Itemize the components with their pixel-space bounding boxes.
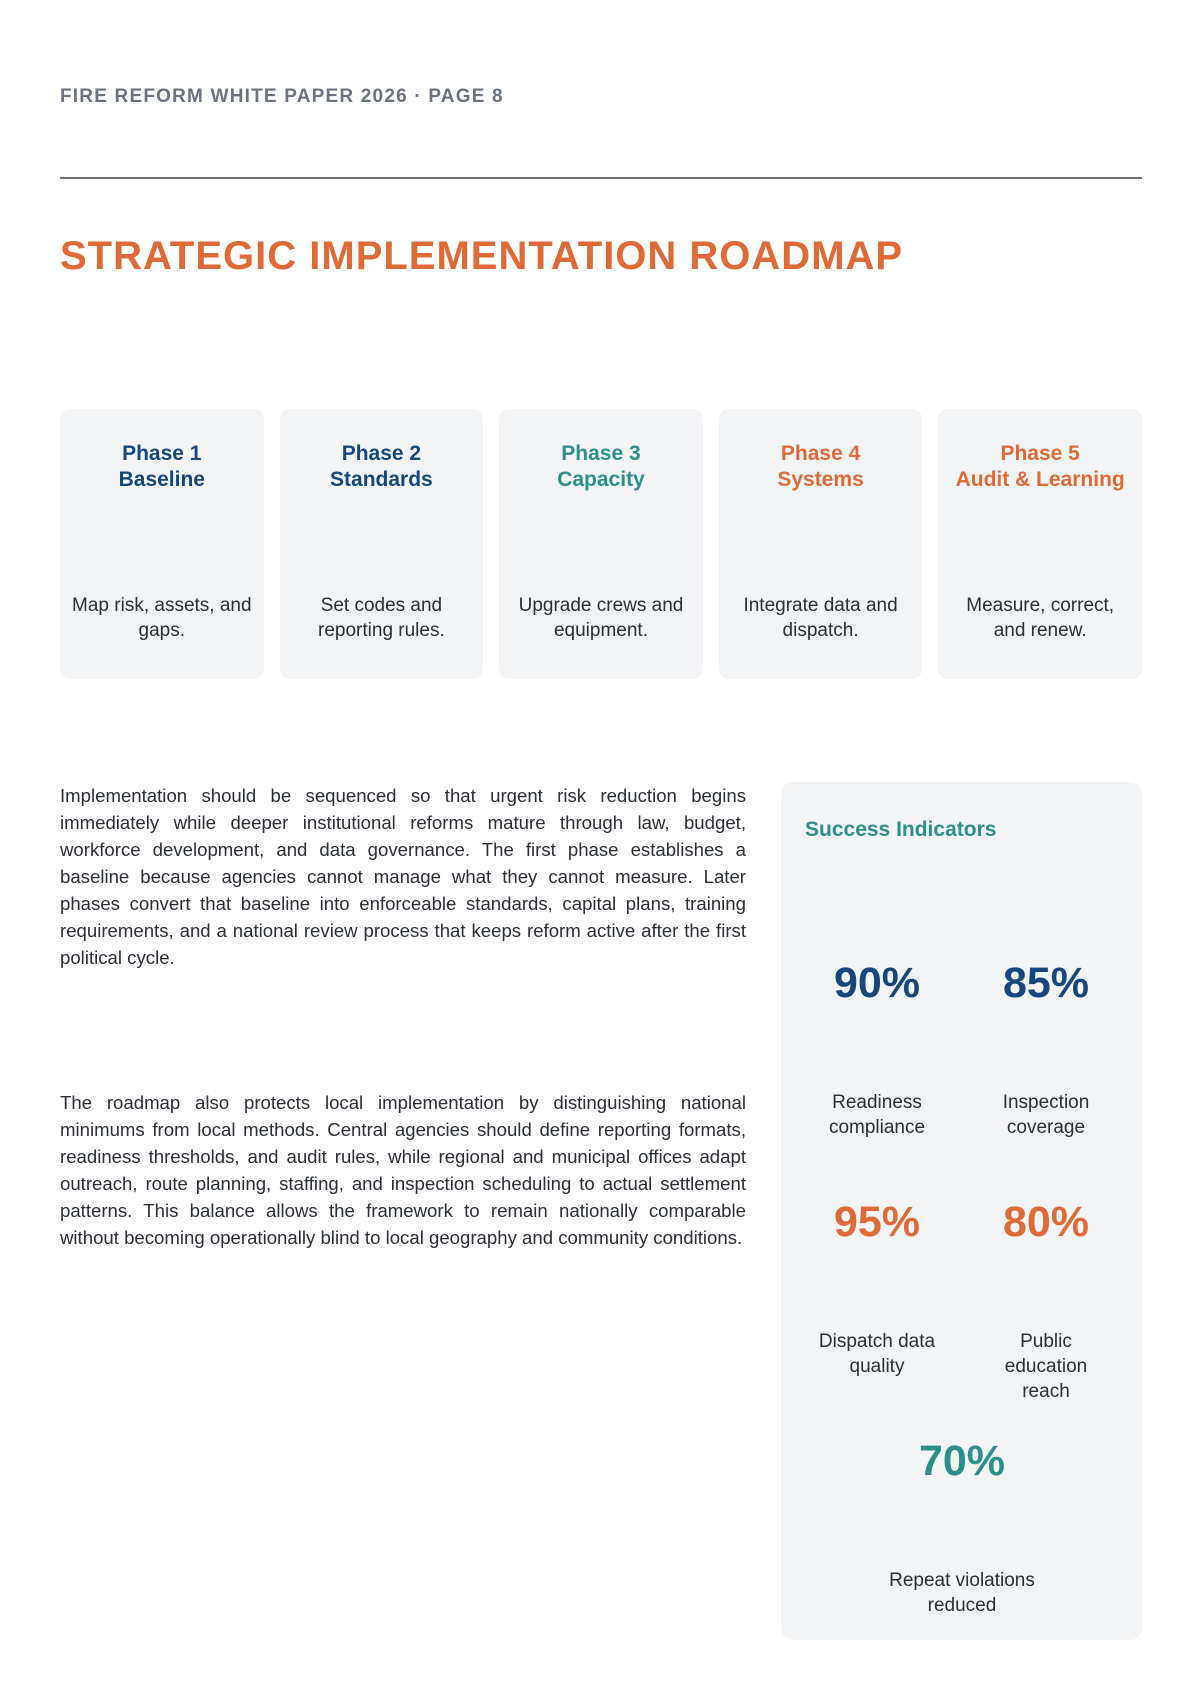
page-title: STRATEGIC IMPLEMENTATION ROADMAP xyxy=(60,234,904,278)
panel-title: Success Indicators xyxy=(805,818,997,841)
phase-description: Measure, correct, and renew. xyxy=(966,595,1115,641)
body-paragraph-1: Implementation should be sequenced so that urgent risk reduction begins immediately while deeper institutional reforms mature through law, budget, workforce development, and data governance. The first phase establishes a baseline because agencies cannot manage what they cannot measure. Later phases convert that baseline into enforceable standards, capital plans, training requirements, and a national review process that keeps reform active after the first political cycle. xyxy=(60,785,746,968)
phase-number: Phase 4 xyxy=(780,442,861,465)
indicator-label: Inspection coverage xyxy=(1002,1092,1090,1138)
phase-name: Capacity xyxy=(557,468,645,491)
indicator-label: Dispatch data quality xyxy=(818,1331,936,1377)
phase-name: Systems xyxy=(777,468,864,491)
phase-number: Phase 1 xyxy=(122,442,202,465)
indicator-value: 70% xyxy=(918,1437,1006,1485)
success-indicators-panel xyxy=(781,782,1142,1640)
indicator-value: 90% xyxy=(833,959,921,1007)
phase-description: Set codes and reporting rules. xyxy=(318,595,445,641)
indicator-label: Readiness compliance xyxy=(828,1092,926,1138)
roadmap-phases xyxy=(60,409,1142,679)
indicator-value: 85% xyxy=(1002,959,1090,1007)
body-paragraph-2: The roadmap also protects local implementation by distinguishing national minimums from local methods. Central agencies should define reporting formats, readiness thresholds, and audit rules, while regional and municipal offices adapt outreach, route planning, staffing, and inspection scheduling to actual settlement patterns. This balance allows the framework to remain nationally comparable without becoming operationally blind to local geography and community conditions. xyxy=(60,1092,746,1248)
phase-card-2 xyxy=(280,409,484,679)
phase-description: Upgrade crews and equipment. xyxy=(518,595,684,641)
phase-number: Phase 5 xyxy=(1000,442,1080,465)
indicator-value: 80% xyxy=(1002,1198,1090,1246)
phase-number: Phase 2 xyxy=(341,442,422,465)
phase-card-3 xyxy=(499,409,703,679)
phase-number: Phase 3 xyxy=(561,442,641,465)
indicator-label: Public education reach xyxy=(1004,1331,1088,1402)
phase-card-1 xyxy=(60,409,264,679)
phase-card-5 xyxy=(938,409,1142,679)
phase-name: Audit & Learning xyxy=(955,468,1125,491)
phase-name: Baseline xyxy=(118,468,205,491)
indicator-value: 95% xyxy=(833,1198,921,1246)
indicator-label: Repeat violations reduced xyxy=(889,1570,1035,1616)
phase-description: Integrate data and dispatch. xyxy=(743,595,898,641)
header-divider xyxy=(60,177,1142,179)
running-header: FIRE REFORM WHITE PAPER 2026 · PAGE 8 xyxy=(60,86,504,107)
phase-card-4 xyxy=(719,409,923,679)
phase-description: Map risk, assets, and gaps. xyxy=(72,595,252,641)
phase-name: Standards xyxy=(330,468,433,491)
